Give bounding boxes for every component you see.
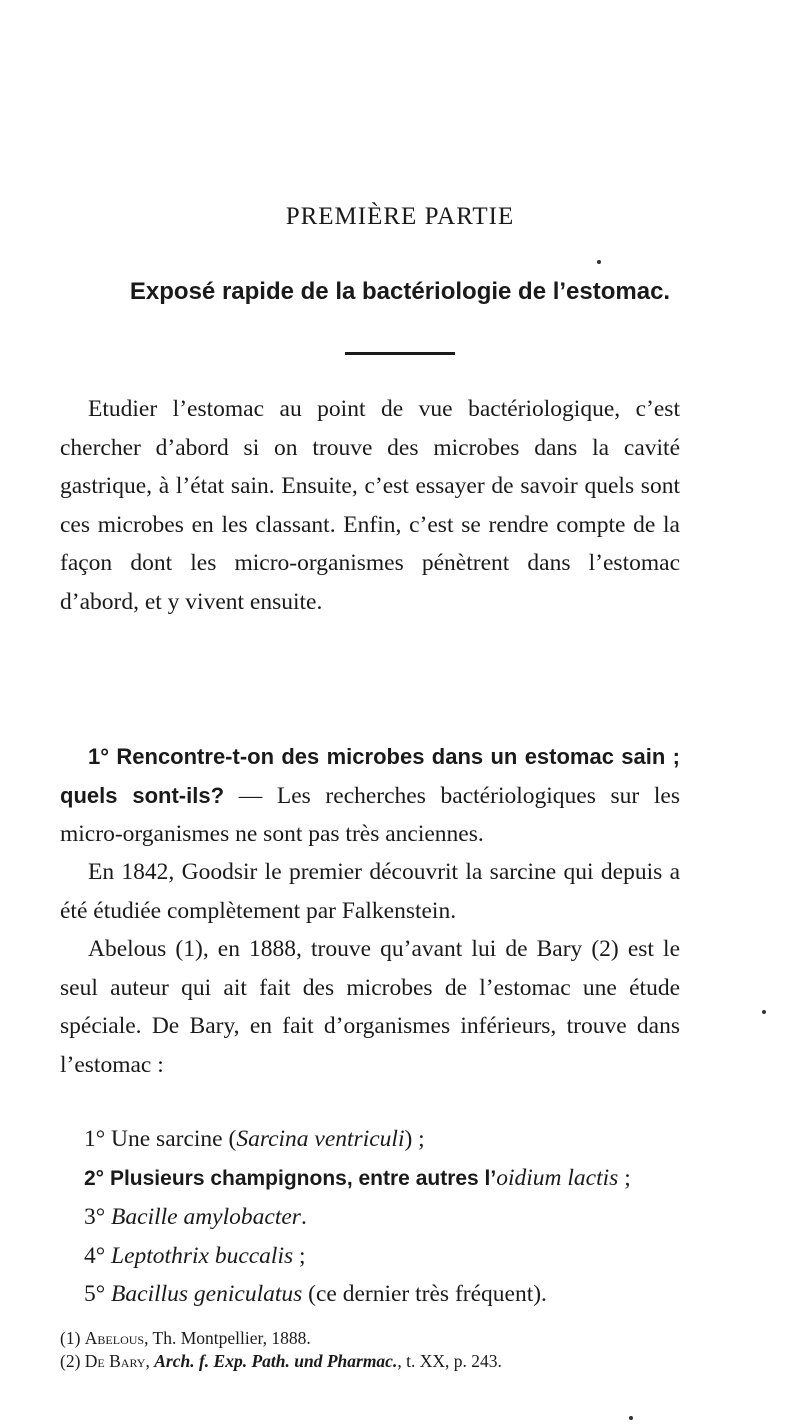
- list-item: [84, 1159, 631, 1199]
- list-number: 5°: [84, 1281, 106, 1307]
- footnote-author: De Bary: [84, 1351, 146, 1371]
- list-item: [84, 1275, 631, 1314]
- print-speck: [762, 1010, 766, 1014]
- question-answer: — Les recherches bactériologiques sur les micro-organismes ne sont pas très anciennes.: [60, 782, 680, 847]
- print-speck: [629, 1416, 633, 1420]
- footnote-marker: (2): [60, 1351, 81, 1371]
- goodsir-paragraph: En 1842, Goodsir le premier découvrit la sarcine qui depuis a été étudiée complètement par Falkenstein.: [60, 859, 680, 924]
- species-name: Sarcina ventriculi: [236, 1126, 405, 1152]
- list-text: Une sarcine (: [111, 1126, 237, 1152]
- list-item: [84, 1237, 631, 1276]
- print-speck: [597, 260, 601, 264]
- species-name: oidium lactis: [496, 1164, 619, 1191]
- list-number: 1°: [84, 1126, 106, 1152]
- intro-paragraph: Etudier l’estomac au point de vue bactériologique, c’est chercher d’abord si on trouve des microbes dans la cavité gastrique, à l’état sain. Ensuite, c’est essayer de savoir quels sont ces microbes en les classant. Enfin, c’est se rendre compte de la façon dont les micro-organismes pénètrent dans l’estomac d’abord, et y vivent ensuite.: [60, 396, 680, 615]
- abelous-paragraph: Abelous (1), en 1888, trouve qu’avant lui de Bary (2) est le seul auteur qui ait fait des microbes de l’estomac une étude spéciale. De Bary, en fait d’organismes inférieurs, trouve dans l’estomac :: [60, 936, 680, 1078]
- footnote-text: , Th. Montpellier, 1888.: [144, 1328, 311, 1348]
- section-divider: [345, 352, 455, 355]
- footnote-author: Abelous: [84, 1328, 145, 1348]
- list-item: [84, 1198, 631, 1237]
- footnote-text: , t. XX, p. 243.: [397, 1351, 502, 1371]
- footnotes: [60, 1327, 720, 1373]
- species-name: Bacille amylobacter: [111, 1204, 301, 1230]
- list-text-after: ;: [293, 1242, 306, 1269]
- species-name: Bacillus geniculatus: [111, 1281, 303, 1307]
- footnote-2: [60, 1350, 720, 1373]
- list-number: 4°: [84, 1242, 106, 1269]
- list-text-after: ;: [618, 1164, 631, 1191]
- question-heading: 1° Rencontre-t-on des microbes dans un estomac sain ; quels sont-ils?: [60, 744, 680, 808]
- footnote-journal: Arch. f. Exp. Path. und Pharmac.: [154, 1351, 398, 1371]
- part-title: PREMIÈRE PARTIE: [285, 203, 515, 230]
- list-text-after: (ce dernier très fréquent).: [302, 1281, 547, 1307]
- species-name: Leptothrix buccalis: [111, 1242, 294, 1269]
- list-text: Plusieurs champignons, entre autres l’: [109, 1166, 497, 1190]
- footnote-separator: ,: [145, 1351, 155, 1371]
- footnote-marker: (1): [60, 1328, 81, 1348]
- list-text-after: ) ;: [404, 1126, 425, 1152]
- list-number: 2°: [84, 1166, 105, 1190]
- footnote-1: [60, 1327, 720, 1350]
- question-paragraph: [60, 738, 680, 854]
- list-item: [84, 1120, 631, 1159]
- chapter-title: Exposé rapide de la bactériologie de l’estomac.: [129, 278, 671, 305]
- list-number: 3°: [84, 1204, 106, 1230]
- list-text-after: .: [300, 1204, 307, 1230]
- organism-list: [84, 1120, 631, 1314]
